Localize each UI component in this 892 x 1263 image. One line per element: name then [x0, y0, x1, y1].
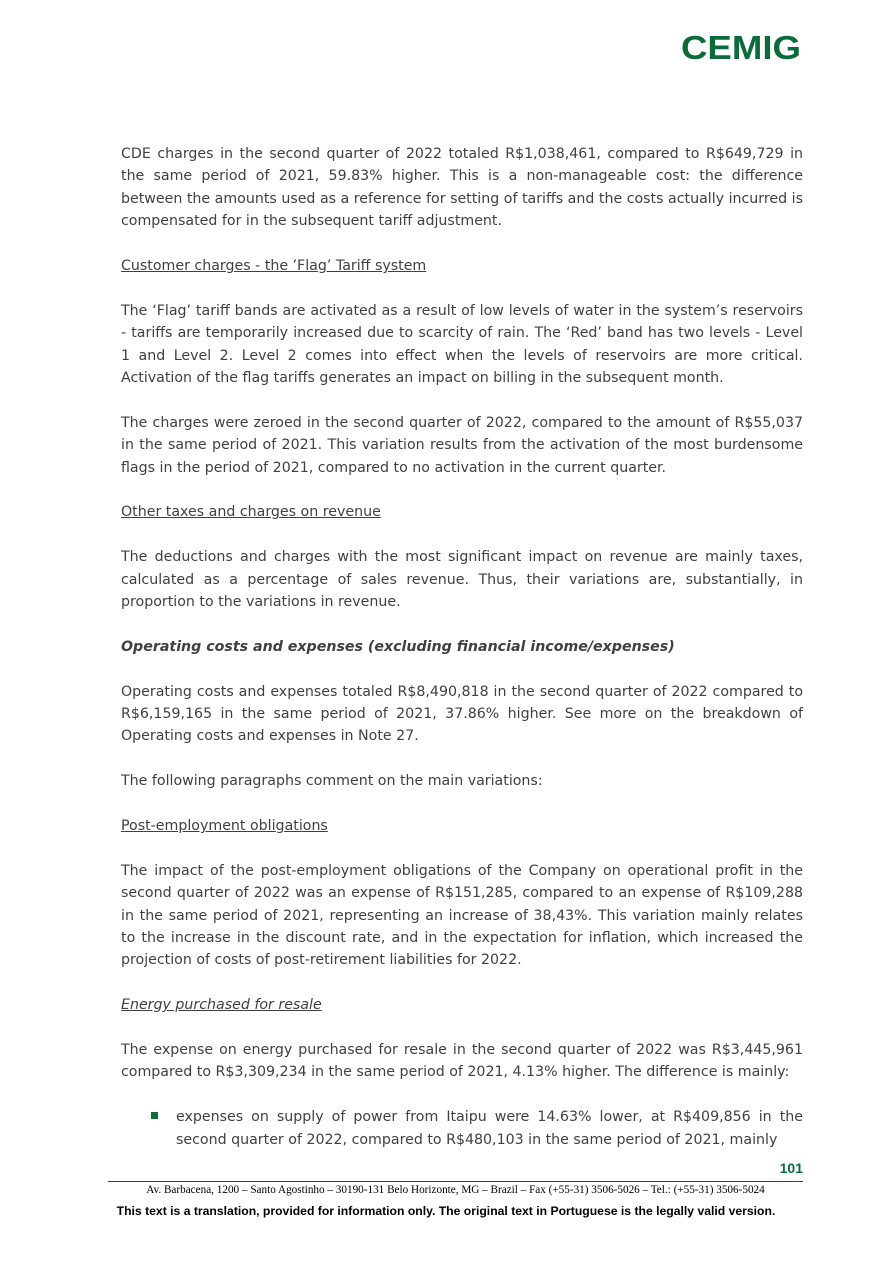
footer-translation-note: This text is a translation, provided for information only. The original text in Portuguese is the legally valid version. [116, 1204, 776, 1218]
square-bullet-icon [151, 1112, 158, 1119]
paragraph-main-variations: The following paragraphs comment on the main variations: [121, 773, 543, 790]
paragraph-charges-zeroed: The charges were zeroed in the second quarter of 2022, compared to the amount of R$55,037 in the same period of 2021. This variation results from the activation of the most burdensome flags in the period of 2021, compared to no activation in the current quarter. [121, 414, 803, 476]
bullet-text: expenses on supply of power from Itaipu were 14.63% lower, at R$409,856 in the second quarter of 2022, compared to R$480,103 in the same period of 2021, mainly [176, 1109, 803, 1148]
heading-operating-costs: Operating costs and expenses (excluding financial income/expenses) [121, 638, 675, 655]
paragraph-post-employment: The impact of the post-employment obligations of the Company on operational profit in the second quarter of 2022 was an expense of R$151,285, compared to an expense of R$109,288 in the same period of 2021, representing an increase of 38,43%. This variation mainly relates to the increase in the discount rate, and in the expectation for inflation, which increased the projection of costs of post-retirement liabilities for 2022. [121, 862, 803, 969]
paragraph-energy-purchased: The expense on energy purchased for resale in the second quarter of 2022 was R$3,445,961 compared to R$3,309,234 in the same period of 2021, 4.13% higher. The difference is mainly: [121, 1042, 803, 1081]
paragraph-flag-bands: The ‘Flag’ tariff bands are activated as a result of low levels of water in the system’s reservoirs - tariffs are temporarily increased due to scarcity of rain. The ‘Red’ band has two levels - Level 1 and Level 2. Level 2 comes into effect when the levels of reservoirs are more critical. Activation of the flag tariffs generates an impact on billing in the subsequent month. [121, 302, 803, 387]
footer-divider [108, 1181, 803, 1182]
list-item [121, 1106, 803, 1151]
paragraph-deductions: The deductions and charges with the most significant impact on revenue are mainly taxes, calculated as a percentage of sales revenue. Thus, their variations are, substantially, in proportion to the variations in revenue. [121, 549, 803, 611]
paragraph-cde-charges: CDE charges in the second quarter of 2022 totaled R$1,038,461, compared to R$649,729 in the same period of 2021, 59.83% higher. This is a non-manageable cost: the difference between the amounts used as a reference for setting of tariffs and the costs actually incurred is compensated for in the subsequent tariff adjustment. [121, 146, 803, 230]
heading-energy-purchased: Energy purchased for resale [121, 997, 322, 1014]
document-body [121, 143, 803, 1151]
footer-address: Av. Barbacena, 1200 – Santo Agostinho – 30190-131 Belo Horizonte, MG – Brazil – Fax (+55-31) 3506-5026 – Tel.: (+55-31) 3506-5024 [146, 1184, 765, 1196]
page-number: 101 [779, 1160, 803, 1176]
heading-customer-charges: Customer charges - the ’Flag’ Tariff system [121, 258, 427, 275]
heading-other-taxes: Other taxes and charges on revenue [121, 504, 381, 521]
cemig-logo [681, 29, 801, 65]
cemig-logo-text: CEMIG [681, 29, 801, 65]
heading-post-employment: Post-employment obligations [121, 818, 328, 835]
paragraph-operating-costs: Operating costs and expenses totaled R$8,490,818 in the second quarter of 2022 compared to R$6,159,165 in the same period of 2021, 37.86% higher. See more on the breakdown of Operating costs and expenses in Note 27. [121, 683, 803, 745]
